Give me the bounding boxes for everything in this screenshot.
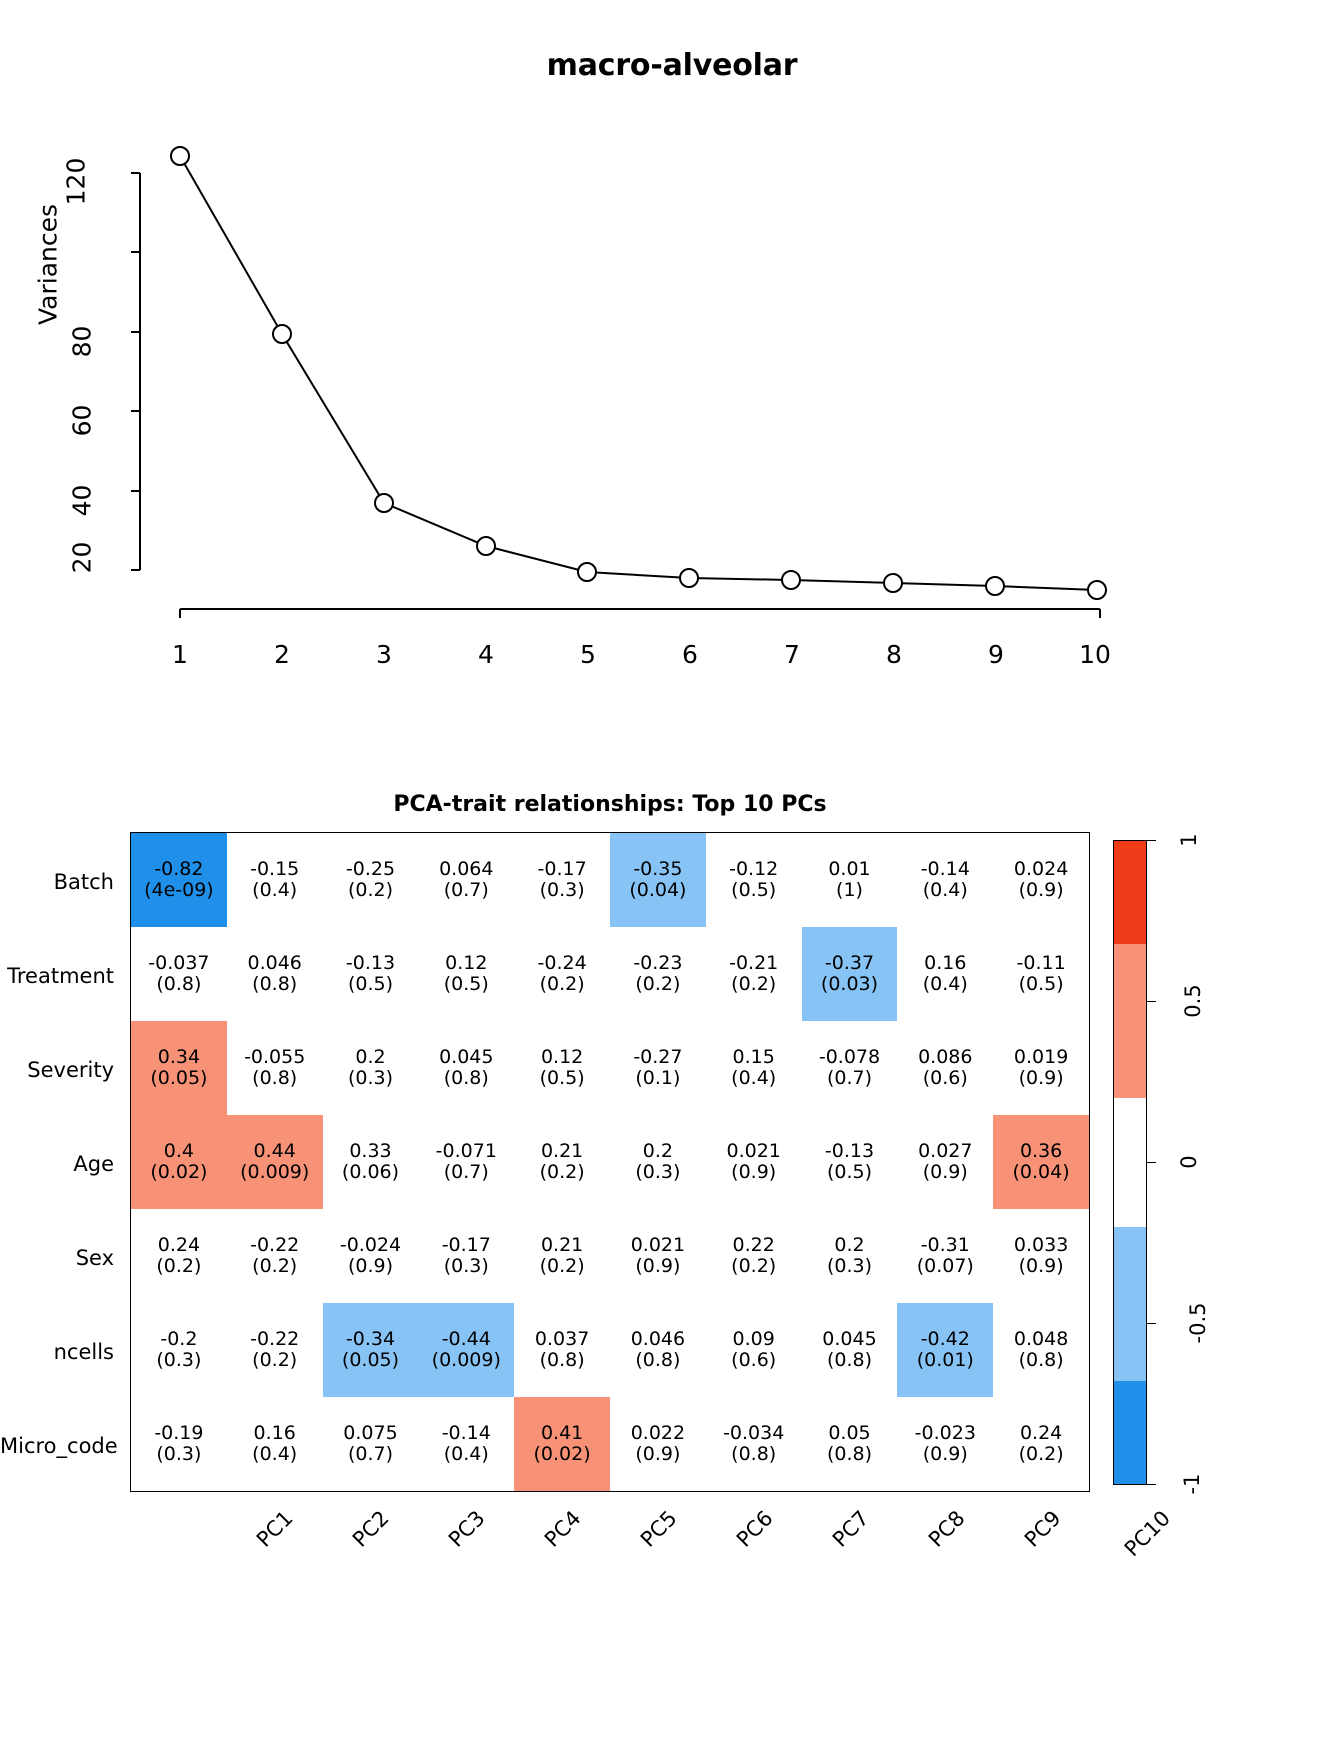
colorbar-tick-05 xyxy=(1147,1001,1156,1002)
heatmap-cell xyxy=(227,833,323,927)
heatmap-cell-pvalue: (0.5) xyxy=(731,879,777,901)
colorbar-label-neg1: -1 xyxy=(1180,1473,1204,1495)
colorbar-segment xyxy=(1114,944,1146,1098)
heatmap-cell-correlation: -0.22 xyxy=(250,1233,300,1256)
heatmap-cell xyxy=(897,1115,993,1209)
heatmap-col-label-pc6: PC6 xyxy=(731,1506,778,1552)
heatmap-cell xyxy=(323,1209,419,1303)
heatmap-cell-pvalue: (0.5) xyxy=(443,973,489,995)
colorbar-segment xyxy=(1114,1098,1146,1227)
colorbar-tick-0 xyxy=(1147,1162,1156,1163)
heatmap-col-label-pc7: PC7 xyxy=(827,1506,874,1552)
heatmap-cell-pvalue: (4e-09) xyxy=(144,879,214,901)
heatmap-cell-correlation: -0.055 xyxy=(244,1045,306,1068)
heatmap-cell-pvalue: (0.4) xyxy=(731,1067,777,1089)
heatmap-cell xyxy=(706,1209,802,1303)
heatmap-cell-correlation: 0.21 xyxy=(540,1139,584,1162)
heatmap-cell xyxy=(610,927,706,1021)
heatmap-cell-correlation: -0.31 xyxy=(920,1233,970,1256)
heatmap-cell-pvalue: (0.6) xyxy=(922,1067,968,1089)
heatmap-cell-pvalue: (0.5) xyxy=(539,1067,585,1089)
heatmap-cell-pvalue: (0.8) xyxy=(635,1349,681,1371)
heatmap-cell xyxy=(227,1021,323,1115)
heatmap-cell xyxy=(610,1115,706,1209)
heatmap-cell-pvalue: (0.5) xyxy=(347,973,394,995)
heatmap-cell-pvalue: (0.8) xyxy=(826,1443,873,1465)
heatmap-cell xyxy=(706,927,802,1021)
heatmap-cell xyxy=(131,1209,227,1303)
heatmap-cell-correlation: -0.034 xyxy=(723,1421,785,1444)
heatmap-cell-pvalue: (0.3) xyxy=(539,879,585,901)
heatmap-cell xyxy=(323,1303,419,1397)
heatmap-cell-correlation: 0.2 xyxy=(355,1045,386,1068)
heatmap-cell xyxy=(131,1303,227,1397)
heatmap-cell-correlation: -0.15 xyxy=(250,857,300,880)
heatmap-cell xyxy=(323,1397,419,1491)
heatmap-cell-correlation: 0.41 xyxy=(540,1421,584,1444)
heatmap-cell xyxy=(418,1397,514,1491)
heatmap-cell xyxy=(227,1209,323,1303)
heatmap-cell-pvalue: (0.8) xyxy=(1018,1349,1064,1371)
scree-xtick-3: 3 xyxy=(376,640,392,669)
heatmap-cell-correlation: 0.021 xyxy=(726,1139,781,1162)
heatmap-cell-pvalue: (0.9) xyxy=(731,1161,777,1183)
heatmap-cell-pvalue: (0.3) xyxy=(156,1349,202,1371)
heatmap-cell-pvalue: (0.5) xyxy=(826,1161,873,1183)
heatmap-cell-correlation: 0.022 xyxy=(630,1421,686,1444)
scree-line xyxy=(180,156,1097,590)
heatmap-cell-pvalue: (0.6) xyxy=(731,1349,777,1371)
colorbar-label-05: 0.5 xyxy=(1181,984,1205,1018)
heatmap-cell-correlation: 0.046 xyxy=(630,1327,686,1350)
heatmap-cell xyxy=(610,1209,706,1303)
heatmap-cell-correlation: 0.075 xyxy=(343,1421,398,1444)
heatmap-cell-correlation: 0.36 xyxy=(1019,1139,1063,1162)
heatmap-cell-correlation: 0.021 xyxy=(630,1233,686,1256)
heatmap-cell-correlation: 0.01 xyxy=(828,857,871,880)
heatmap-cell-correlation: -0.34 xyxy=(345,1327,396,1350)
heatmap-cell-correlation: -0.12 xyxy=(729,857,779,880)
colorbar-segment xyxy=(1114,1227,1146,1381)
heatmap-cell-correlation: -0.35 xyxy=(633,857,683,880)
heatmap-cell-correlation: -0.24 xyxy=(537,951,587,974)
heatmap-row-label-sex: Sex xyxy=(75,1246,114,1270)
heatmap-cell-pvalue: (0.2) xyxy=(731,973,777,995)
heatmap-cell-pvalue: (0.4) xyxy=(443,1443,489,1465)
heatmap-cell-correlation: 0.4 xyxy=(163,1139,194,1162)
scree-xtick-7: 7 xyxy=(784,640,800,669)
heatmap-cell-pvalue: (0.4) xyxy=(922,973,968,995)
heatmap-cell xyxy=(323,833,419,927)
heatmap-cell-correlation: 0.019 xyxy=(1013,1045,1069,1068)
heatmap-col-label-pc8: PC8 xyxy=(923,1506,970,1552)
heatmap-cell-pvalue: (0.01) xyxy=(916,1349,974,1371)
heatmap-cell xyxy=(323,1021,419,1115)
scree-plot-title: macro-alveolar xyxy=(546,48,798,83)
heatmap-cell xyxy=(802,1209,898,1303)
heatmap-cell-pvalue: (0.02) xyxy=(533,1443,591,1465)
heatmap-cell-pvalue: (0.3) xyxy=(156,1443,202,1465)
heatmap-cell-correlation: -0.13 xyxy=(345,951,396,974)
heatmap-cell-pvalue: (0.5) xyxy=(1018,973,1064,995)
heatmap-cell-correlation: 0.15 xyxy=(732,1045,775,1068)
heatmap-cell-correlation: -0.37 xyxy=(824,951,875,974)
heatmap-cell xyxy=(897,927,993,1021)
heatmap-cell xyxy=(802,1303,898,1397)
heatmap-cell xyxy=(802,927,898,1021)
heatmap-cell-pvalue: (0.7) xyxy=(347,1443,394,1465)
heatmap-cell-correlation: -0.44 xyxy=(441,1327,491,1350)
heatmap-cell-pvalue: (0.9) xyxy=(922,1443,968,1465)
heatmap-cell-correlation: -0.13 xyxy=(824,1139,875,1162)
heatmap-cell xyxy=(706,1303,802,1397)
heatmap-row-label-age: Age xyxy=(73,1152,114,1176)
heatmap-cell-correlation: -0.19 xyxy=(154,1421,204,1444)
heatmap-cell-correlation: -0.071 xyxy=(435,1139,497,1162)
heatmap-row-label-treatment: Treatment xyxy=(7,964,114,988)
heatmap-cell-correlation: 0.024 xyxy=(1013,857,1069,880)
heatmap-col-label-pc10: PC10 xyxy=(1119,1506,1176,1562)
heatmap-col-label-pc9: PC9 xyxy=(1019,1506,1066,1552)
heatmap-cell-correlation: -0.82 xyxy=(154,857,204,880)
scree-ytick-80: 80 xyxy=(67,325,97,358)
heatmap-cell-pvalue: (0.2) xyxy=(252,1349,298,1371)
heatmap-cell-correlation: -0.037 xyxy=(148,951,210,974)
colorbar-segment xyxy=(1114,841,1146,944)
heatmap-cell-pvalue: (0.9) xyxy=(922,1161,968,1183)
heatmap-cell-pvalue: (0.9) xyxy=(1018,879,1064,901)
scree-xtick-9: 9 xyxy=(988,640,1004,669)
heatmap-col-label-pc2: PC2 xyxy=(347,1506,394,1552)
scree-ytick-60: 60 xyxy=(67,404,97,437)
heatmap-cell-correlation: -0.27 xyxy=(633,1045,683,1068)
heatmap-cell xyxy=(610,833,706,927)
heatmap-cell-pvalue: (0.8) xyxy=(443,1067,489,1089)
colorbar-tick-1 xyxy=(1147,840,1156,841)
heatmap-cell-pvalue: (0.3) xyxy=(635,1161,681,1183)
heatmap-cell xyxy=(610,1397,706,1491)
heatmap-row-label-severity: Severity xyxy=(27,1058,114,1082)
heatmap-cell-pvalue: (0.1) xyxy=(635,1067,681,1089)
heatmap-grid xyxy=(130,832,1090,1492)
heatmap-cell-pvalue: (0.2) xyxy=(731,1255,777,1277)
heatmap-cell-pvalue: (0.9) xyxy=(1018,1255,1064,1277)
heatmap-cell xyxy=(131,1021,227,1115)
colorbar-tick-neg05 xyxy=(1147,1323,1156,1324)
heatmap-cell-pvalue: (0.2) xyxy=(539,973,585,995)
heatmap-cell xyxy=(897,1397,993,1491)
heatmap-cell-pvalue: (0.009) xyxy=(240,1161,310,1183)
heatmap-cell xyxy=(131,1397,227,1491)
heatmap-cell xyxy=(418,1021,514,1115)
heatmap-cell-correlation: -0.42 xyxy=(920,1327,970,1350)
heatmap-cell-pvalue: (0.02) xyxy=(150,1161,208,1183)
heatmap-cell-pvalue: (0.2) xyxy=(1018,1443,1064,1465)
heatmap-cell-pvalue: (0.7) xyxy=(826,1067,873,1089)
heatmap-cell-correlation: 0.037 xyxy=(534,1327,590,1350)
heatmap-cell-correlation: 0.12 xyxy=(540,1045,584,1068)
heatmap-cell xyxy=(802,1397,898,1491)
heatmap-col-label-pc4: PC4 xyxy=(539,1506,586,1552)
heatmap-colorbar xyxy=(1113,840,1147,1485)
heatmap-cell-pvalue: (0.9) xyxy=(1018,1067,1064,1089)
heatmap-cell-pvalue: (0.05) xyxy=(150,1067,208,1089)
heatmap-cell-correlation: -0.023 xyxy=(914,1421,976,1444)
heatmap-cell xyxy=(418,1115,514,1209)
heatmap-cell-pvalue: (0.7) xyxy=(443,879,489,901)
heatmap-cell-correlation: 0.086 xyxy=(918,1045,973,1068)
heatmap-cell-correlation: 0.064 xyxy=(439,857,494,880)
heatmap-cell xyxy=(514,1115,610,1209)
heatmap-cell-pvalue: (0.3) xyxy=(347,1067,394,1089)
heatmap-cell xyxy=(706,833,802,927)
heatmap-cell-correlation: -0.22 xyxy=(250,1327,300,1350)
heatmap-cell-pvalue: (0.2) xyxy=(539,1255,585,1277)
heatmap-cell xyxy=(802,833,898,927)
scree-data-points xyxy=(171,147,1106,599)
heatmap-cell-pvalue: (0.4) xyxy=(252,1443,298,1465)
heatmap-cell xyxy=(514,1209,610,1303)
heatmap-cell-correlation: 0.046 xyxy=(247,951,302,974)
heatmap-cell-pvalue: (0.8) xyxy=(252,1067,298,1089)
heatmap-cell-pvalue: (0.04) xyxy=(629,879,687,901)
heatmap-cell xyxy=(131,833,227,927)
heatmap-cell-correlation: -0.078 xyxy=(818,1045,881,1068)
heatmap-cell xyxy=(418,1209,514,1303)
heatmap-cell-pvalue: (0.07) xyxy=(916,1255,974,1277)
heatmap-cell xyxy=(993,1397,1089,1491)
heatmap-cell xyxy=(706,1021,802,1115)
heatmap-cell-pvalue: (0.2) xyxy=(635,973,681,995)
heatmap-cell-pvalue: (0.7) xyxy=(443,1161,489,1183)
heatmap-cell xyxy=(131,1115,227,1209)
scree-xtick-8: 8 xyxy=(886,640,902,669)
heatmap-cell-correlation: -0.21 xyxy=(729,951,779,974)
heatmap-cell xyxy=(610,1303,706,1397)
heatmap-cell-pvalue: (0.4) xyxy=(252,879,298,901)
heatmap-cell-correlation: -0.14 xyxy=(920,857,970,880)
scree-xtick-10: 10 xyxy=(1079,640,1111,669)
scree-xtick-4: 4 xyxy=(478,640,494,669)
colorbar-label-neg05: -0.5 xyxy=(1186,1302,1210,1344)
scree-xtick-2: 2 xyxy=(274,640,290,669)
heatmap-cell xyxy=(514,1397,610,1491)
heatmap-cell-pvalue: (0.8) xyxy=(252,973,298,995)
heatmap-cell xyxy=(323,1115,419,1209)
heatmap-cell-pvalue: (0.8) xyxy=(539,1349,585,1371)
heatmap-cell xyxy=(993,1209,1089,1303)
heatmap-cell-correlation: 0.045 xyxy=(439,1045,494,1068)
heatmap-cell xyxy=(897,1209,993,1303)
scree-ytick-40: 40 xyxy=(67,484,97,517)
heatmap-cell-correlation: 0.24 xyxy=(157,1233,201,1256)
heatmap-cell xyxy=(227,927,323,1021)
heatmap-cell-pvalue: (0.2) xyxy=(252,1255,298,1277)
heatmap-cell xyxy=(706,1115,802,1209)
heatmap-cell xyxy=(993,927,1089,1021)
heatmap-row-label-batch: Batch xyxy=(53,870,114,894)
heatmap-cell xyxy=(706,1397,802,1491)
heatmap-cell-correlation: -0.23 xyxy=(633,951,683,974)
heatmap-cell xyxy=(227,1397,323,1491)
scree-plot-svg xyxy=(0,0,1344,720)
heatmap-cell-correlation: 0.21 xyxy=(540,1233,584,1256)
heatmap-cell xyxy=(323,927,419,1021)
heatmap-cell-pvalue: (0.4) xyxy=(922,879,968,901)
heatmap-cell-pvalue: (0.8) xyxy=(826,1349,873,1371)
scree-ytick-20: 20 xyxy=(67,541,97,574)
heatmap-col-label-pc5: PC5 xyxy=(635,1506,682,1552)
heatmap-cell-pvalue: (0.3) xyxy=(826,1255,873,1277)
heatmap-cell-correlation: 0.44 xyxy=(253,1139,296,1162)
x-axis xyxy=(180,609,1100,618)
heatmap-cell-correlation: 0.2 xyxy=(834,1233,865,1256)
heatmap-panel xyxy=(0,770,1344,1747)
heatmap-title: PCA-trait relationships: Top 10 PCs xyxy=(393,792,827,817)
heatmap-cell xyxy=(514,927,610,1021)
heatmap-cell-pvalue: (0.8) xyxy=(731,1443,777,1465)
heatmap-cell-correlation: 0.16 xyxy=(924,951,967,974)
scree-ytick-120: 120 xyxy=(61,157,91,206)
heatmap-cell-pvalue: (0.9) xyxy=(347,1255,394,1277)
heatmap-cell xyxy=(131,927,227,1021)
heatmap-cell xyxy=(993,833,1089,927)
heatmap-row-label-micro-code: Micro_code xyxy=(0,1434,118,1458)
heatmap-cell xyxy=(993,1303,1089,1397)
scree-xtick-1: 1 xyxy=(172,640,188,669)
heatmap-row-label-ncells: ncells xyxy=(53,1340,114,1364)
heatmap-col-label-pc3: PC3 xyxy=(443,1506,490,1552)
colorbar-tick-neg1 xyxy=(1147,1484,1156,1485)
heatmap-cell-pvalue: (0.3) xyxy=(443,1255,489,1277)
heatmap-cell-correlation: 0.12 xyxy=(445,951,488,974)
heatmap-cell-correlation: -0.17 xyxy=(441,1233,491,1256)
heatmap-cell-pvalue: (0.2) xyxy=(156,1255,202,1277)
heatmap-cell-correlation: 0.24 xyxy=(1019,1421,1063,1444)
heatmap-cell-pvalue: (0.05) xyxy=(341,1349,400,1371)
heatmap-cell-correlation: 0.2 xyxy=(642,1139,673,1162)
heatmap-cell xyxy=(227,1303,323,1397)
heatmap-cell-correlation: 0.027 xyxy=(918,1139,973,1162)
heatmap-cell-pvalue: (0.8) xyxy=(156,973,202,995)
heatmap-cell-correlation: -0.17 xyxy=(537,857,587,880)
colorbar-label-1: 1 xyxy=(1177,833,1201,847)
heatmap-cell xyxy=(418,1303,514,1397)
heatmap-cell-correlation: -0.024 xyxy=(339,1233,402,1256)
heatmap-cell xyxy=(418,833,514,927)
heatmap-cell-pvalue: (0.9) xyxy=(635,1443,681,1465)
heatmap-cell-correlation: 0.34 xyxy=(157,1045,201,1068)
heatmap-cell-correlation: 0.16 xyxy=(253,1421,296,1444)
heatmap-cell xyxy=(514,1021,610,1115)
heatmap-cell-correlation: 0.045 xyxy=(822,1327,877,1350)
heatmap-cell-correlation: 0.09 xyxy=(732,1327,775,1350)
heatmap-cell xyxy=(897,1303,993,1397)
heatmap-cell xyxy=(897,1021,993,1115)
heatmap-cell-pvalue: (1) xyxy=(836,879,863,901)
heatmap-cell-pvalue: (0.06) xyxy=(341,1161,400,1183)
y-axis xyxy=(131,173,140,570)
heatmap-cell-pvalue: (0.2) xyxy=(347,879,394,901)
heatmap-cell xyxy=(610,1021,706,1115)
heatmap-cell-correlation: -0.11 xyxy=(1016,951,1066,974)
scree-plot-panel xyxy=(0,0,1344,720)
colorbar-label-0: 0 xyxy=(1177,1155,1201,1169)
scree-xtick-5: 5 xyxy=(580,640,596,669)
heatmap-cell-correlation: -0.14 xyxy=(441,1421,491,1444)
scree-xtick-6: 6 xyxy=(682,640,698,669)
heatmap-cell-correlation: 0.033 xyxy=(1013,1233,1069,1256)
heatmap-cell-correlation: 0.22 xyxy=(732,1233,775,1256)
heatmap-cell-pvalue: (0.04) xyxy=(1012,1161,1070,1183)
heatmap-col-label-pc1: PC1 xyxy=(251,1506,298,1552)
heatmap-cell-pvalue: (0.2) xyxy=(539,1161,585,1183)
heatmap-cell xyxy=(514,1303,610,1397)
heatmap-cell-pvalue: (0.9) xyxy=(635,1255,681,1277)
scree-plot-y-axis-label: Variances xyxy=(33,203,63,326)
heatmap-cell-pvalue: (0.03) xyxy=(820,973,879,995)
heatmap-cell xyxy=(802,1021,898,1115)
heatmap-cell xyxy=(418,927,514,1021)
heatmap-cell xyxy=(227,1115,323,1209)
heatmap-cell-correlation: 0.048 xyxy=(1013,1327,1069,1350)
heatmap-cell xyxy=(514,833,610,927)
colorbar-segment xyxy=(1114,1381,1146,1484)
heatmap-cell xyxy=(897,833,993,927)
heatmap-cell-correlation: -0.25 xyxy=(345,857,396,880)
heatmap-cell-correlation: -0.2 xyxy=(160,1327,198,1350)
heatmap-cell xyxy=(802,1115,898,1209)
heatmap-cell-pvalue: (0.009) xyxy=(431,1349,501,1371)
heatmap-cell xyxy=(993,1021,1089,1115)
heatmap-cell-correlation: 0.33 xyxy=(349,1139,392,1162)
heatmap-cell xyxy=(993,1115,1089,1209)
heatmap-cell-correlation: 0.05 xyxy=(828,1421,871,1444)
